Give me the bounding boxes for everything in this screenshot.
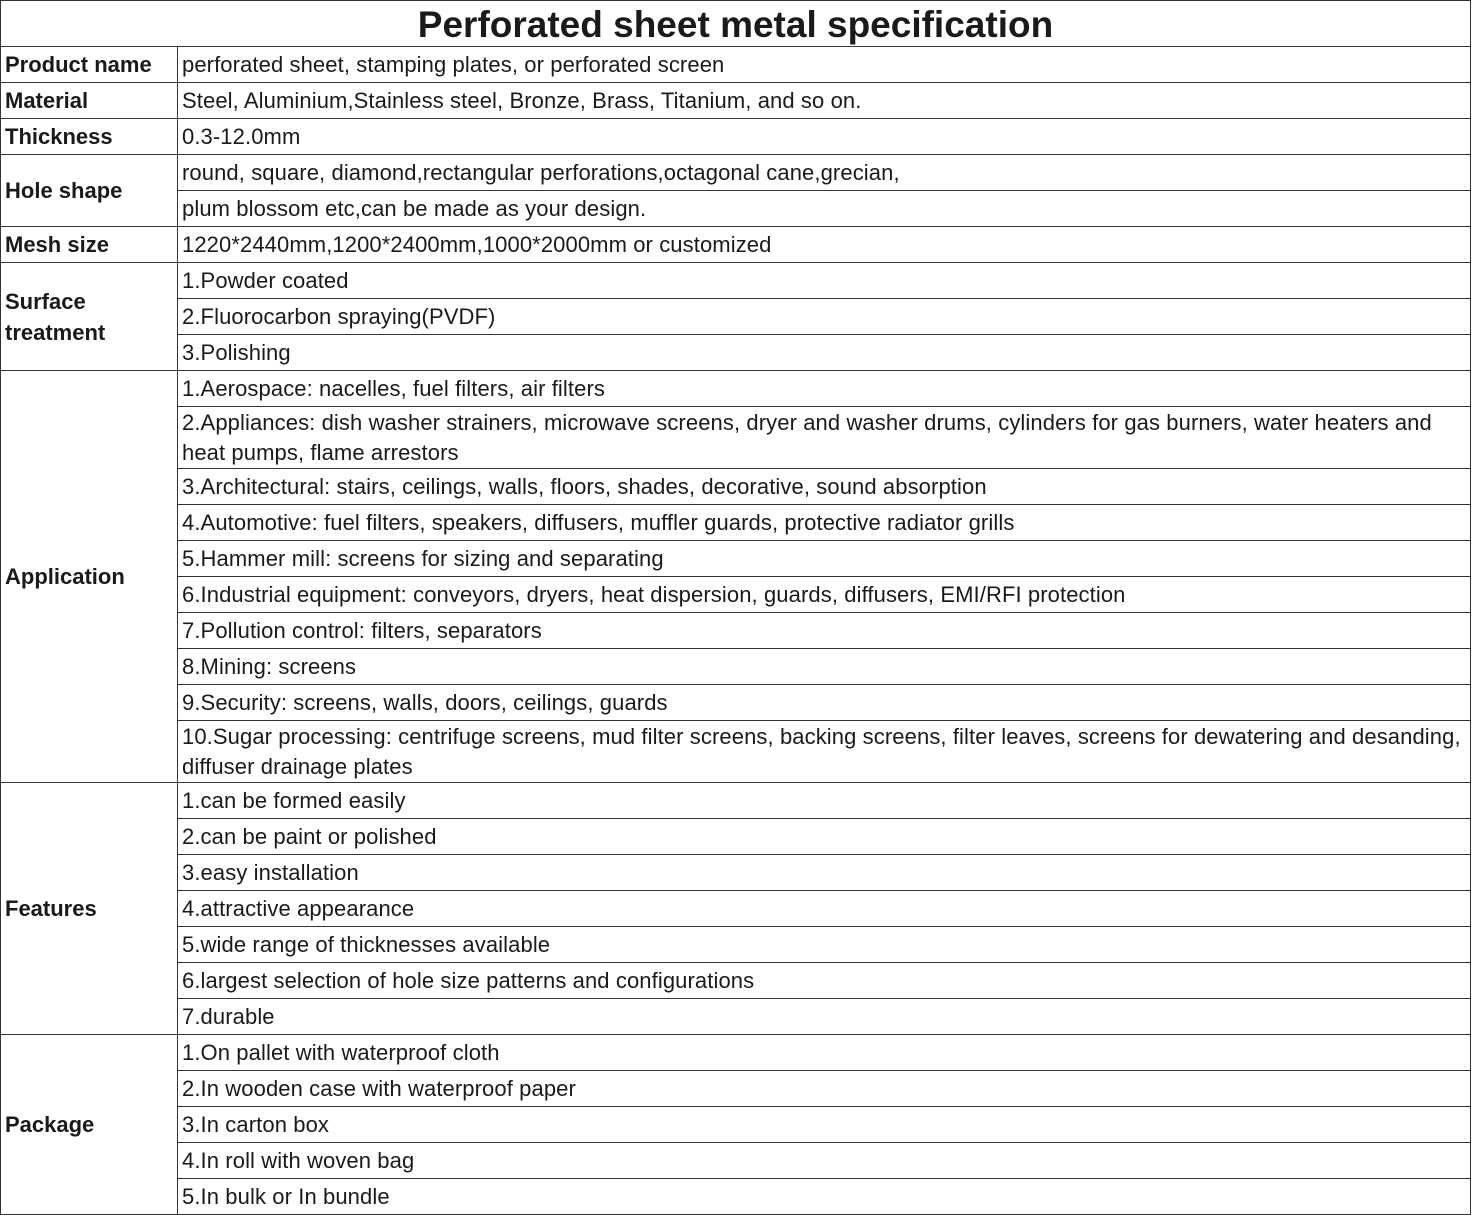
row-label-package: Package <box>1 1035 178 1215</box>
row-value-features-1: 1.can be formed easily <box>178 783 1471 819</box>
table-row <box>1 47 1471 83</box>
table-row <box>1 819 1471 855</box>
row-value-package-1: 1.On pallet with waterproof cloth <box>178 1035 1471 1071</box>
table-row <box>1 891 1471 927</box>
row-value-package-2: 2.In wooden case with waterproof paper <box>178 1071 1471 1107</box>
table-row <box>1 119 1471 155</box>
table-row <box>1 649 1471 685</box>
row-value-hole-shape-2: plum blossom etc,can be made as your design. <box>178 191 1471 227</box>
table-row <box>1 1143 1471 1179</box>
row-value-features-5: 5.wide range of thicknesses available <box>178 927 1471 963</box>
table-row <box>1 927 1471 963</box>
row-value-product-name: perforated sheet, stamping plates, or perforated screen <box>178 47 1471 83</box>
row-value-surface-2: 2.Fluorocarbon spraying(PVDF) <box>178 299 1471 335</box>
row-value-material: Steel, Aluminium,Stainless steel, Bronze, Brass, Titanium, and so on. <box>178 83 1471 119</box>
row-value-features-4: 4.attractive appearance <box>178 891 1471 927</box>
table-row <box>1 783 1471 819</box>
row-value-application-7: 7.Pollution control: filters, separators <box>178 613 1471 649</box>
row-value-mesh-size: 1220*2440mm,1200*2400mm,1000*2000mm or customized <box>178 227 1471 263</box>
row-value-features-2: 2.can be paint or polished <box>178 819 1471 855</box>
row-value-application-5: 5.Hammer mill: screens for sizing and separating <box>178 541 1471 577</box>
row-label-product-name: Product name <box>1 47 178 83</box>
row-label-mesh-size: Mesh size <box>1 227 178 263</box>
table-row <box>1 613 1471 649</box>
table-row <box>1 469 1471 505</box>
row-value-features-6: 6.largest selection of hole size patterns and configurations <box>178 963 1471 999</box>
table-row <box>1 999 1471 1035</box>
row-label-features: Features <box>1 783 178 1035</box>
table-row <box>1 1035 1471 1071</box>
row-value-application-1: 1.Aerospace: nacelles, fuel filters, air filters <box>178 371 1471 407</box>
table-row <box>1 155 1471 191</box>
table-row <box>1 1179 1471 1215</box>
row-value-application-3: 3.Architectural: stairs, ceilings, walls, floors, shades, decorative, sound absorption <box>178 469 1471 505</box>
table-row <box>1 83 1471 119</box>
table-row <box>1 541 1471 577</box>
table-row <box>1 685 1471 721</box>
sheet-title: Perforated sheet metal specification <box>0 0 1471 46</box>
table-row <box>1 407 1471 469</box>
row-label-material: Material <box>1 83 178 119</box>
row-label-hole-shape: Hole shape <box>1 155 178 227</box>
table-row <box>1 191 1471 227</box>
row-value-surface-3: 3.Polishing <box>178 335 1471 371</box>
row-value-package-3: 3.In carton box <box>178 1107 1471 1143</box>
table-row <box>1 963 1471 999</box>
row-label-thickness: Thickness <box>1 119 178 155</box>
row-value-surface-1: 1.Powder coated <box>178 263 1471 299</box>
row-value-features-7: 7.durable <box>178 999 1471 1035</box>
table-row <box>1 371 1471 407</box>
row-value-thickness: 0.3-12.0mm <box>178 119 1471 155</box>
table-row <box>1 505 1471 541</box>
row-value-application-4: 4.Automotive: fuel filters, speakers, diffusers, muffler guards, protective radiator grills <box>178 505 1471 541</box>
row-value-features-3: 3.easy installation <box>178 855 1471 891</box>
table-row <box>1 335 1471 371</box>
table-row <box>1 855 1471 891</box>
row-value-package-5: 5.In bulk or In bundle <box>178 1179 1471 1215</box>
row-value-hole-shape-1: round, square, diamond,rectangular perforations,octagonal cane,grecian, <box>178 155 1471 191</box>
table-row <box>1 577 1471 613</box>
row-value-application-8: 8.Mining: screens <box>178 649 1471 685</box>
table-row <box>1 263 1471 299</box>
table-row <box>1 721 1471 783</box>
table-row <box>1 227 1471 263</box>
table-row <box>1 1071 1471 1107</box>
row-value-application-6: 6.Industrial equipment: conveyors, dryers, heat dispersion, guards, diffusers, EMI/RFI protection <box>178 577 1471 613</box>
spec-table <box>0 46 1471 1215</box>
row-value-package-4: 4.In roll with woven bag <box>178 1143 1471 1179</box>
row-label-application: Application <box>1 371 178 783</box>
table-row <box>1 1107 1471 1143</box>
row-value-application-2: 2.Appliances: dish washer strainers, microwave screens, dryer and washer drums, cylinders for gas burners, water heaters and heat pumps, flame arrestors <box>178 407 1471 469</box>
row-label-surface-treatment: Surface treatment <box>1 263 178 371</box>
row-value-application-9: 9.Security: screens, walls, doors, ceilings, guards <box>178 685 1471 721</box>
table-row <box>1 299 1471 335</box>
row-value-application-10: 10.Sugar processing: centrifuge screens, mud filter screens, backing screens, filter leaves, screens for dewatering and desanding, diffuser drainage plates <box>178 721 1471 783</box>
